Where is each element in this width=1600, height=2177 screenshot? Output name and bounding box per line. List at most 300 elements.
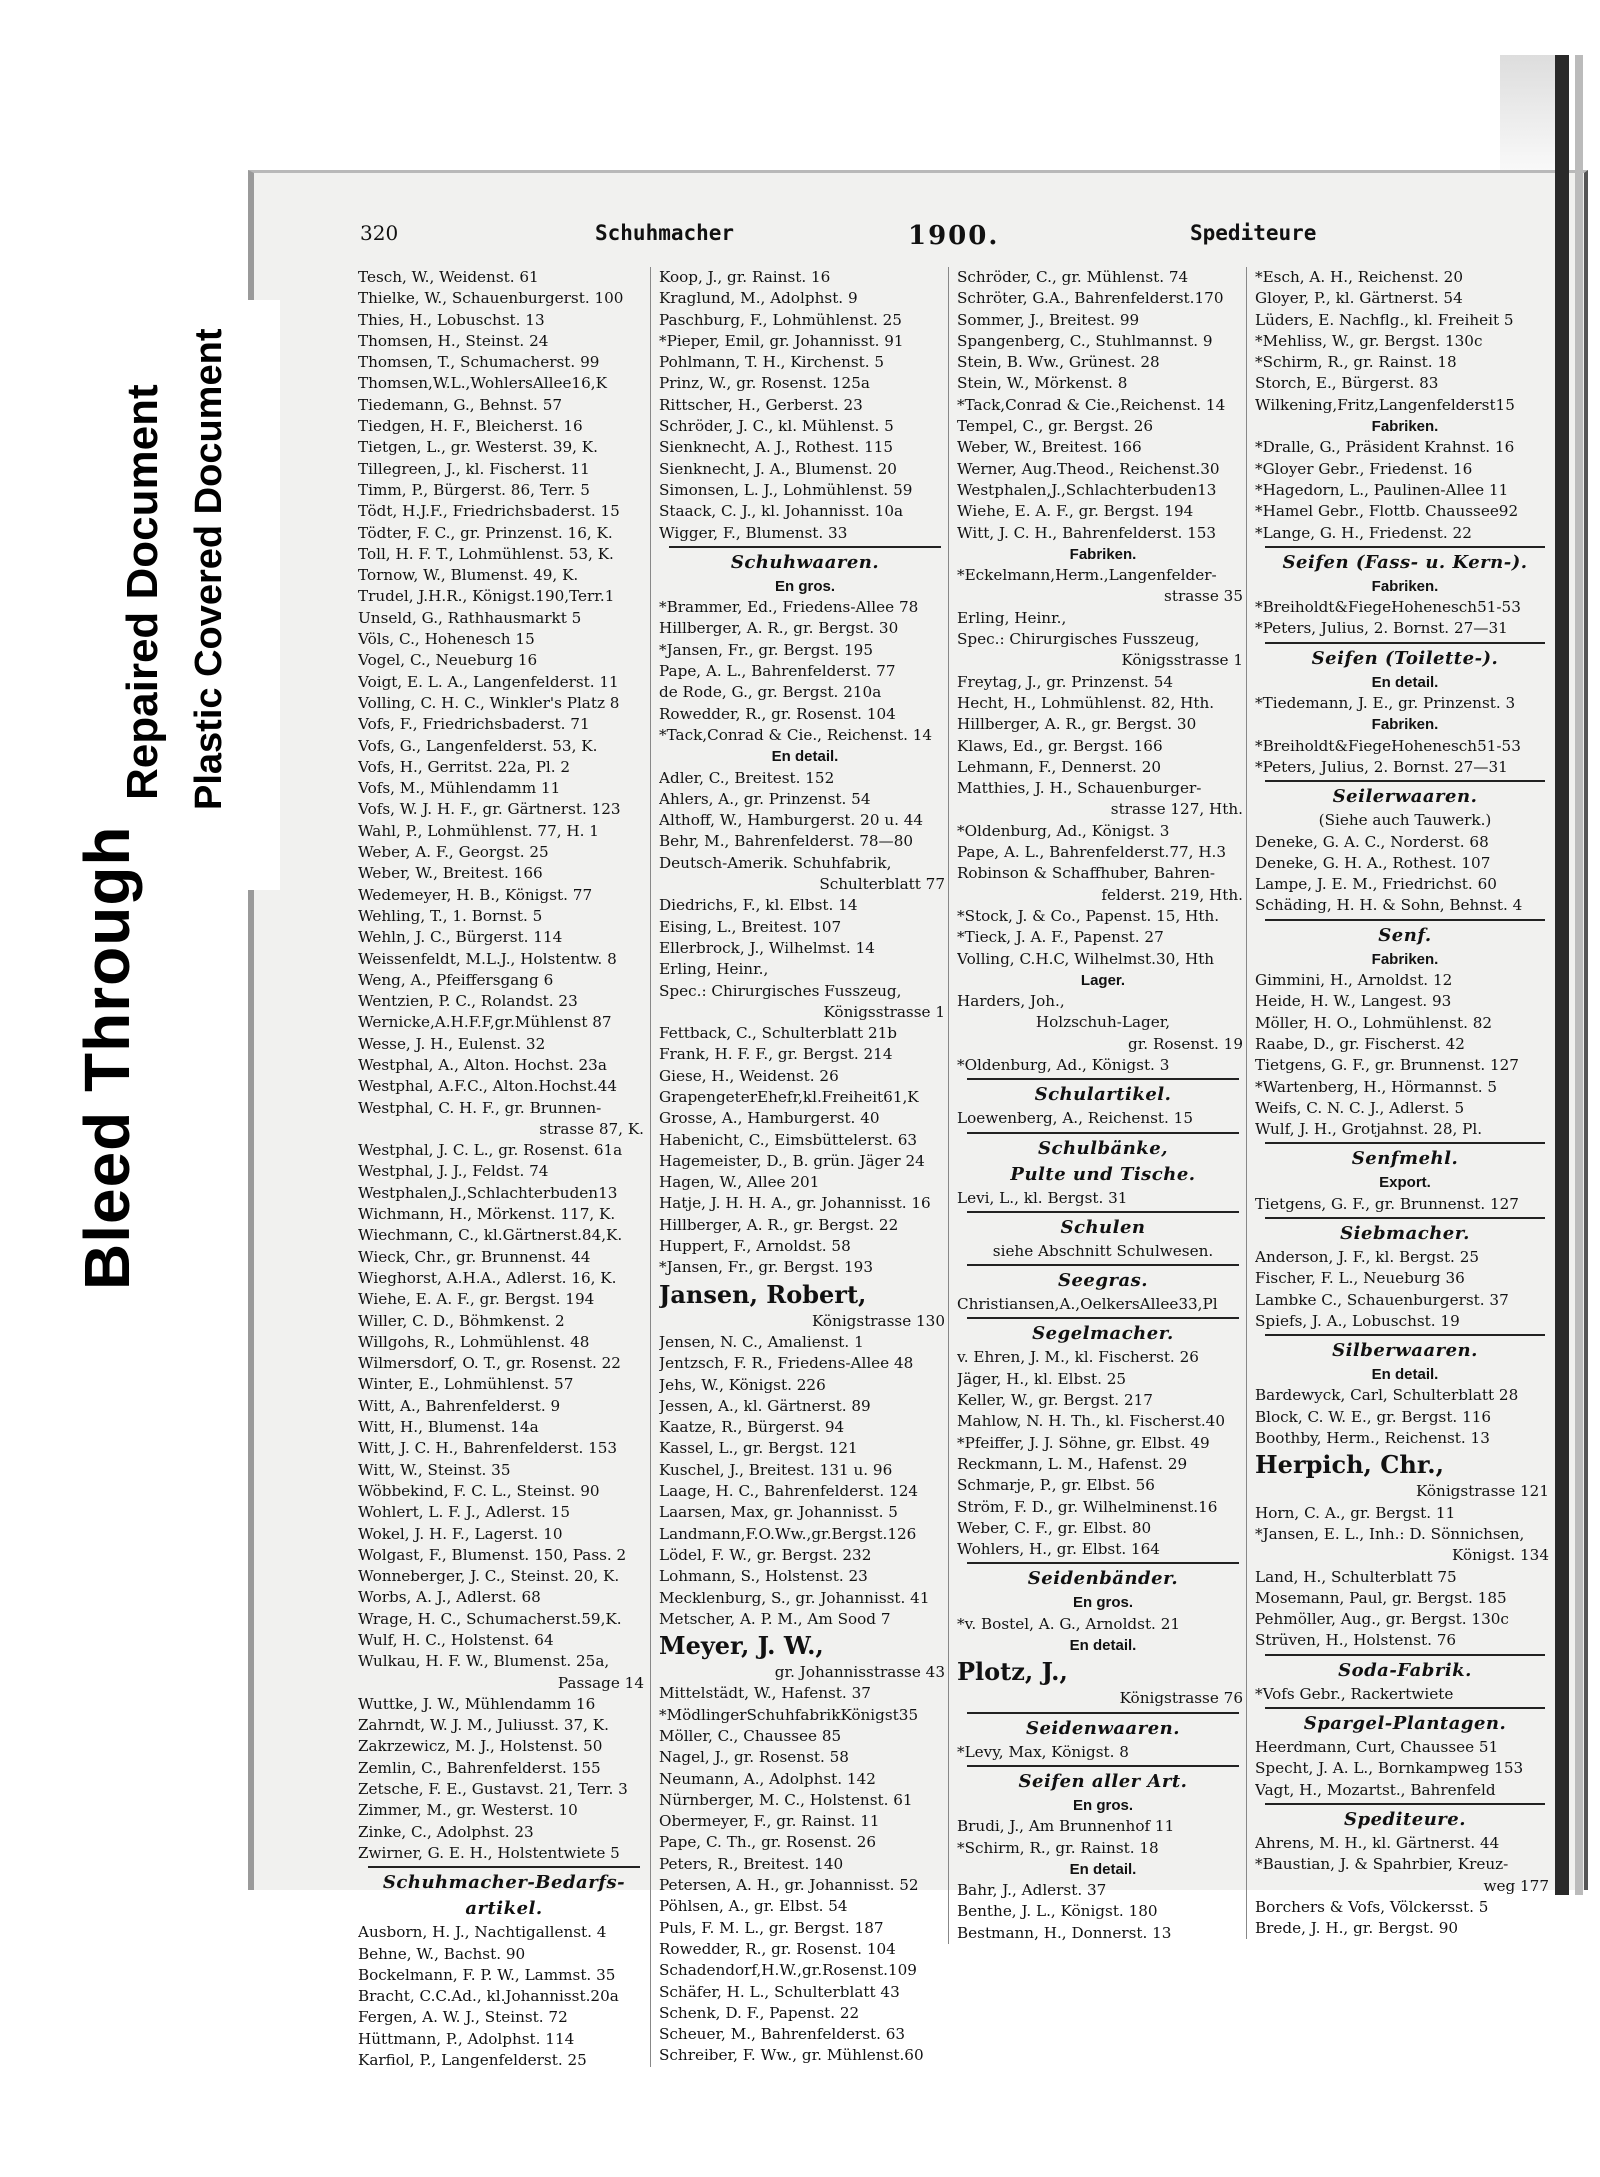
entry-continuation: strasse 35 (1164, 587, 1243, 606)
directory-entry: Kassel, L., gr. Bergst. 121 (659, 1439, 858, 1458)
directory-entry: Hecht, H., Lohmühlenst. 82, Hth. (957, 693, 1215, 712)
subsection-heading: En detail. (1069, 1637, 1137, 1655)
directory-entry: Westphal, J. C. L., gr. Rosenst. 61a (358, 1141, 623, 1160)
section-rule (1265, 642, 1545, 644)
column-2 (650, 267, 951, 2067)
directory-entry: Zemlin, C., Bahrenfelderst. 155 (358, 1758, 601, 1777)
directory-entry: Vofs, W. J. H. F., gr. Gärtnerst. 123 (358, 800, 621, 819)
directory-entry: Land, H., Schulterblatt 75 (1255, 1567, 1457, 1586)
section-heading: Siebmacher. (1340, 1222, 1470, 1244)
directory-entry: Wonneberger, J. C., Steinst. 20, K. (358, 1567, 620, 1586)
directory-entry: Wrage, H. C., Schumacherst.59,K. (358, 1609, 622, 1628)
directory-entry: Pohlmann, T. H., Kirchenst. 5 (659, 353, 885, 372)
directory-entry: Völs, C., Hohenesch 15 (358, 630, 535, 649)
directory-entry: Bockelmann, F. P. W., Lammst. 35 (358, 1965, 616, 1984)
directory-entry: Fischer, F. L., Neueburg 36 (1255, 1269, 1465, 1288)
directory-entry: Ausborn, H. J., Nachtigallenst. 4 (358, 1923, 607, 1942)
directory-entry: Wulkau, H. F. W., Blumenst. 25a, (358, 1652, 610, 1671)
section-heading: Senf. (1378, 924, 1432, 946)
directory-entry: Spangenberg, C., Stuhlmannst. 9 (957, 331, 1213, 350)
directory-entry: Wiehe, E. A. F., gr. Bergst. 194 (957, 502, 1194, 521)
directory-entry: Behr, M., Bahrenfelderst. 78—80 (659, 832, 914, 851)
directory-entry: Volling, C.H.C, Wilhelmst.30, Hth (957, 949, 1215, 968)
directory-entry: Hatje, J. H. H. A., gr. Johannisst. 16 (659, 1194, 931, 1213)
directory-entry: Althoff, W., Hamburgerst. 20 u. 44 (659, 811, 924, 830)
featured-entry: Herpich, Chr., (1255, 1450, 1444, 1480)
directory-entry: Ahlers, A., gr. Prinzenst. 54 (659, 789, 871, 808)
entry-continuation: gr. Rosenst. 19 (1128, 1034, 1243, 1053)
directory-entry: Fettback, C., Schulterblatt 21b (659, 1024, 898, 1043)
directory-entry: Möller, C., Chaussee 85 (659, 1727, 842, 1745)
entry-continuation: Königstrasse 130 (811, 1311, 945, 1330)
directory-entry: Petersen, A. H., gr. Johannisst. 52 (659, 1876, 919, 1895)
directory-entry: Tiedemann, G., Behnst. 57 (358, 395, 563, 414)
directory-entry: *Tack,Conrad & Cie., Reichenst. 14 (659, 725, 933, 744)
directory-entry: *Wartenberg, H., Hörmannst. 5 (1255, 1077, 1498, 1096)
page-header (350, 215, 1560, 255)
section-rule (1265, 1334, 1545, 1336)
directory-entry: Brudi, J., Am Brunnenhof 11 (957, 1817, 1175, 1836)
directory-entry: Schröder, J. C., kl. Mühlenst. 5 (659, 417, 894, 436)
directory-entry: Huppert, F., Arnoldst. 58 (659, 1237, 851, 1256)
directory-entry: Thielke, W., Schauenburgerst. 100 (358, 289, 624, 308)
directory-entry: Ellerbrock, J., Wilhelmst. 14 (659, 938, 875, 957)
directory-entry: Horn, C. A., gr. Bergst. 11 (1255, 1503, 1456, 1522)
directory-entry: *Pfeiffer, J. J. Söhne, gr. Elbst. 49 (957, 1433, 1210, 1452)
directory-entry: Weissenfeldt, M.L.J., Holstentw. 8 (358, 949, 617, 968)
directory-entry: Heerdmann, Curt, Chaussee 51 (1255, 1738, 1499, 1757)
directory-entry: Wesse, J. H., Eulenst. 32 (358, 1034, 546, 1053)
featured-entry: Jansen, Robert, (659, 1279, 867, 1309)
directory-entry: Rowedder, R., gr. Rosenst. 104 (659, 704, 896, 723)
directory-entry: Jehs, W., Königst. 226 (659, 1375, 826, 1394)
centered-note: siehe Abschnitt Schulwesen. (992, 1241, 1214, 1260)
directory-entry: Adler, C., Breitest. 152 (659, 768, 835, 787)
running-head-left: Schuhmacher (595, 221, 735, 245)
directory-entry: Wilmersdorf, O. T., gr. Rosenst. 22 (358, 1354, 621, 1373)
directory-entry: Brede, J. H., gr. Bergst. 90 (1255, 1919, 1459, 1938)
directory-entry: Laarsen, Max, gr. Johannisst. 5 (659, 1503, 898, 1522)
directory-entry: Wohlers, H., gr. Elbst. 164 (957, 1540, 1160, 1559)
section-heading: Seegras. (1057, 1270, 1149, 1292)
directory-entry: Behne, W., Bachst. 90 (358, 1944, 526, 1963)
section-heading: Seifen aller Art. (1018, 1770, 1188, 1792)
directory-entry: Eising, L., Breitest. 107 (659, 917, 842, 936)
entry-continuation: gr. Johannisstrasse 43 (774, 1663, 945, 1682)
directory-entry: Westphal, A.F.C., Alton.Hochst.44 (358, 1077, 618, 1096)
directory-entry: Jessen, A., kl. Gärtnerst. 89 (659, 1396, 871, 1415)
directory-page (350, 215, 1570, 2070)
directory-entry: Rittscher, H., Gerberst. 23 (659, 395, 863, 414)
directory-entry: Nagel, J., gr. Rosenst. 58 (659, 1748, 849, 1767)
directory-entry: Pöhlsen, A., gr. Elbst. 54 (659, 1897, 848, 1916)
directory-entry: Vagt, H., Mozartst., Bahrenfeld (1255, 1780, 1496, 1799)
section-heading: Seifen (Fass- u. Kern-). (1282, 551, 1528, 573)
directory-entry: Weber, A. F., Georgst. 25 (358, 843, 549, 862)
subsection-heading: En detail. (1069, 1860, 1137, 1878)
directory-entry: Weng, A., Pfeiffersgang 6 (358, 970, 554, 989)
section-heading: Schulartikel. (1034, 1084, 1172, 1106)
directory-entry: Wulf, H. C., Holstenst. 64 (358, 1631, 554, 1649)
directory-entry: *Hagedorn, L., Paulinen-Allee 11 (1255, 480, 1509, 499)
directory-entry: Wuttke, J. W., Mühlendamm 16 (358, 1694, 596, 1713)
directory-entry: Zwirner, G. E. H., Holstentwiete 5 (358, 1843, 620, 1862)
directory-entry: Erling, Heinr., (659, 960, 769, 979)
directory-entry: Gimmini, H., Arnoldst. 12 (1255, 971, 1453, 990)
directory-entry: Matthies, J. H., Schauenburger- (957, 779, 1202, 798)
entry-continuation: Schulterblatt 77 (819, 875, 945, 894)
directory-entry: Jentzsch, F. R., Friedens-Allee 48 (659, 1354, 914, 1373)
directory-entry: Lödel, F. W., gr. Bergst. 232 (659, 1545, 872, 1564)
directory-entry: Schenk, D. F., Papenst. 22 (659, 2003, 860, 2022)
directory-entry: Weber, C. F., gr. Elbst. 80 (957, 1518, 1152, 1537)
directory-entry: Mahlow, N. H. Th., kl. Fischerst.40 (957, 1412, 1225, 1431)
directory-entry: *Oldenburg, Ad., Königst. 3 (957, 1055, 1170, 1074)
directory-entry: *Tiedemann, J. E., gr. Prinzenst. 3 (1255, 694, 1516, 713)
directory-entry: *Breiholdt&FiegeHohenesch51-53 (1255, 598, 1521, 617)
subsection-heading: Fabriken. (1069, 545, 1137, 563)
directory-entry: Pape, A. L., Bahrenfelderst.77, H.3 (957, 843, 1227, 862)
plastic-covered-label: Plastic Covered Document (188, 328, 230, 810)
page-year: 1900. (908, 221, 1000, 251)
directory-entry: Tillegreen, J., kl. Fischerst. 11 (358, 459, 590, 478)
directory-entry: *Breiholdt&FiegeHohenesch51-53 (1255, 736, 1521, 755)
directory-entry: Grosse, A., Hamburgerst. 40 (659, 1109, 880, 1128)
column-4 (1246, 267, 1555, 1939)
directory-entry: Wehln, J. C., Bürgerst. 114 (358, 928, 563, 947)
directory-entry: Scheuer, M., Bahrenfelderst. 63 (659, 2025, 906, 2044)
directory-entry: Zetsche, F. E., Gustavst. 21, Terr. 3 (358, 1780, 628, 1799)
directory-entry: Weber, W., Breitest. 166 (358, 864, 543, 883)
directory-entry: Lohmann, S., Holstenst. 23 (659, 1567, 868, 1586)
directory-entry: Simonsen, L. J., Lohmühlenst. 59 (659, 480, 913, 499)
subsection-heading: Lager. (1080, 971, 1126, 989)
directory-entry: Stein, W., Mörkenst. 8 (957, 374, 1128, 393)
column-1 (358, 267, 650, 2071)
directory-entry: *Schirm, R., gr. Rainst. 18 (1255, 353, 1457, 372)
directory-entry: Frank, H. F. F., gr. Bergst. 214 (659, 1045, 893, 1064)
directory-entry: Wulf, J. H., Grotjahnst. 28, Pl. (1255, 1120, 1483, 1139)
directory-entry: Paschburg, F., Lohmühlenst. 25 (659, 310, 902, 329)
subsection-heading: En gros. (1072, 1594, 1133, 1612)
section-rule (1265, 1217, 1545, 1219)
directory-entry: Deutsch-Amerik. Schuhfabrik, (659, 853, 892, 872)
centered-note: Holzschuh-Lager, (1035, 1013, 1171, 1032)
directory-entry: *Brammer, Ed., Friedens-Allee 78 (659, 598, 919, 617)
subsection-heading: Export. (1379, 1174, 1431, 1192)
directory-entry: Wöbbekind, F. C. L., Steinst. 90 (358, 1481, 600, 1500)
directory-entry: Volling, C. H. C., Winkler's Platz 8 (358, 693, 620, 712)
directory-entry: Loewenberg, A., Reichenst. 15 (957, 1109, 1193, 1128)
section-heading: Seifen (Toilette-). (1311, 647, 1499, 669)
directory-entry: *v. Bostel, A. G., Arnoldst. 21 (957, 1614, 1181, 1633)
bleed-through-label: Bleed Through (71, 825, 143, 1290)
directory-entry: Winter, E., Lohmühlenst. 57 (358, 1375, 574, 1394)
directory-entry: Keller, W., gr. Bergst. 217 (957, 1391, 1153, 1410)
section-heading: Spediteure. (1343, 1808, 1467, 1830)
directory-entry: Ahrens, M. H., kl. Gärtnerst. 44 (1255, 1833, 1500, 1852)
directory-entry: *Jansen, E. L., Inh.: D. Sönnichsen, (1255, 1524, 1525, 1543)
directory-entry: *Esch, A. H., Reichenst. 20 (1255, 268, 1463, 286)
directory-entry: *Peters, Julius, 2. Bornst. 27—31 (1255, 757, 1508, 776)
directory-entry: Zahrndt, W. J. M., Juliusst. 37, K. (358, 1716, 609, 1735)
directory-entry: Deneke, G. H. A., Rothest. 107 (1255, 853, 1491, 872)
directory-entry: Zimmer, M., gr. Westerst. 10 (358, 1801, 578, 1820)
directory-entry: *Baustian, J. & Spahrbier, Kreuz- (1255, 1855, 1509, 1874)
directory-entry: Schröter, G.A., Bahrenfelderst.170 (957, 289, 1224, 308)
directory-entry: Wokel, J. H. F., Lagerst. 10 (358, 1524, 563, 1543)
directory-entry: Erling, Heinr., (957, 608, 1067, 627)
directory-entry: Tietgen, L., gr. Westerst. 39, K. (358, 438, 598, 457)
section-rule (967, 1078, 1239, 1080)
directory-entry: Thomsen, T., Schumacherst. 99 (358, 353, 600, 372)
directory-entry: de Rode, G., gr. Bergst. 210a (659, 683, 882, 702)
directory-entry: Witt, J. C. H., Bahrenfelderst. 153 (957, 523, 1217, 542)
section-rule (669, 546, 941, 548)
section-heading: Silberwaaren. (1332, 1340, 1478, 1362)
directory-entry: Schadendorf,H.W.,gr.Rosenst.109 (659, 1961, 917, 1980)
directory-entry: Prinz, W., gr. Rosenst. 125a (659, 374, 870, 393)
entry-continuation: Königst. 134 (1452, 1546, 1549, 1565)
subsection-heading: Fabriken. (1371, 716, 1439, 734)
directory-entry: Sommer, J., Breitest. 99 (957, 310, 1140, 329)
directory-entry: Kaatze, R., Bürgerst. 94 (659, 1418, 845, 1437)
directory-entry: *Gloyer Gebr., Friedenst. 16 (1255, 459, 1473, 478)
directory-entry: Willer, C. D., Böhmkenst. 2 (358, 1311, 565, 1330)
directory-entry: Spec.: Chirurgisches Fusszeug, (659, 981, 902, 1000)
directory-entry: *Mehliss, W., gr. Bergst. 130c (1255, 331, 1483, 350)
directory-entry: Lambke C., Schauenburgerst. 37 (1255, 1290, 1509, 1309)
directory-entry: Laage, H. C., Bahrenfelderst. 124 (659, 1482, 919, 1501)
directory-entry: Schröder, C., gr. Mühlenst. 74 (957, 268, 1189, 286)
directory-entry: Koop, J., gr. Rainst. 16 (659, 268, 831, 286)
directory-entry: Westphalen,J.,Schlachterbuden13 (358, 1183, 618, 1202)
directory-entry: Sienknecht, J. A., Blumenst. 20 (659, 459, 897, 478)
directory-entry: Hillberger, A. R., gr. Bergst. 30 (659, 619, 899, 638)
section-rule (967, 1712, 1239, 1714)
section-rule (967, 1562, 1239, 1564)
directory-entry: Christiansen,A.,OelkersAllee33,Pl (957, 1295, 1218, 1314)
directory-entry: v. Ehren, J. M., kl. Fischerst. 26 (957, 1348, 1199, 1367)
entry-continuation: weg 177 (1483, 1876, 1549, 1895)
directory-entry: *Jansen, Fr., gr. Bergst. 195 (659, 640, 873, 659)
directory-entry: Kraglund, M., Adolphst. 9 (659, 289, 858, 308)
directory-entry: Tödter, F. C., gr. Prinzenst. 16, K. (358, 523, 613, 542)
section-rule (967, 1264, 1239, 1266)
directory-entry: Harders, Joh., (957, 992, 1065, 1011)
section-rule (1265, 546, 1545, 548)
directory-entry: *Peters, Julius, 2. Bornst. 27—31 (1255, 619, 1508, 638)
directory-entry: Tödt, H.J.F., Friedrichsbaderst. 15 (358, 502, 620, 521)
directory-entry: Freytag, J., gr. Prinzenst. 54 (957, 672, 1174, 691)
page-number: 320 (360, 221, 399, 245)
section-heading: Pulte und Tische. (1010, 1163, 1196, 1185)
directory-entry: Weber, W., Breitest. 166 (957, 438, 1142, 457)
directory-entry: *Eckelmann,Herm.,Langenfelder- (957, 566, 1217, 585)
directory-entry: Spiefs, J. A., Lobuschst. 19 (1255, 1311, 1460, 1330)
directory-entry: Westphalen,J.,Schlachterbuden13 (957, 480, 1217, 499)
directory-entry: Wieghorst, A.H.A., Adlerst. 16, K. (358, 1268, 617, 1287)
directory-entry: Zinke, C., Adolphst. 23 (358, 1822, 534, 1841)
directory-entry: Vogel, C., Neueburg 16 (358, 651, 538, 670)
section-heading: Segelmacher. (1032, 1323, 1174, 1345)
section-rule (1265, 919, 1545, 921)
directory-entry: Rowedder, R., gr. Rosenst. 104 (659, 1939, 896, 1958)
directory-entry: Vofs, F., Friedrichsbaderst. 71 (358, 715, 590, 734)
directory-entry: Westphal, C. H. F., gr. Brunnen- (358, 1098, 602, 1117)
directory-entry: *Stock, J. & Co., Papenst. 15, Hth. (957, 906, 1220, 925)
directory-entry: Tiedgen, H. F., Bleicherst. 16 (358, 417, 583, 436)
entry-continuation: Königstrasse 121 (1415, 1482, 1549, 1501)
directory-entry: Deneke, G. A. C., Norderst. 68 (1255, 832, 1489, 851)
directory-entry: Gloyer, P., kl. Gärtnerst. 54 (1255, 289, 1463, 308)
directory-entry: Wigger, F., Blumenst. 33 (659, 523, 848, 542)
directory-entry: Wiehe, E. A. F., gr. Bergst. 194 (358, 1290, 595, 1309)
directory-entry: Klaws, Ed., gr. Bergst. 166 (957, 736, 1163, 755)
directory-entry: Kuschel, J., Breitest. 131 u. 96 (659, 1460, 893, 1479)
section-heading: Schuhwaaren. (730, 551, 880, 573)
directory-entry: Möller, H. O., Lohmühlenst. 82 (1255, 1013, 1493, 1032)
directory-entry: Metscher, A. P. M., Am Sood 7 (659, 1609, 891, 1628)
directory-entry: Voigt, E. L. A., Langenfelderst. 11 (358, 672, 619, 691)
directory-entry: Tornow, W., Blumenst. 49, K. (358, 566, 579, 585)
directory-entry: Schmarje, P., gr. Elbst. 56 (957, 1476, 1155, 1495)
directory-entry: Bestmann, H., Donnerst. 13 (957, 1923, 1172, 1942)
directory-entry: Lampe, J. E. M., Friedrichst. 60 (1255, 875, 1497, 894)
entry-continuation: strasse 127, Hth. (1110, 800, 1243, 819)
directory-entry: Witt, J. C. H., Bahrenfelderst. 153 (358, 1439, 618, 1458)
directory-entry: Tietgens, G. F., gr. Brunnenst. 127 (1255, 1056, 1519, 1075)
directory-entry: Landmann,F.O.Ww.,gr.Bergst.126 (659, 1524, 917, 1543)
directory-entry: Zakrzewicz, M. J., Holstenst. 50 (358, 1737, 603, 1756)
repaired-document-label: Repaired Document (118, 384, 167, 800)
directory-entry: Trudel, J.H.R., Königst.190,Terr.1 (358, 587, 615, 606)
directory-entry: Stein, B. Ww., Grünest. 28 (957, 353, 1160, 372)
directory-entry: Staack, C. J., kl. Johannisst. 10a (659, 502, 904, 521)
entry-continuation: Königsstrasse 1 (823, 1002, 945, 1021)
section-heading: Schuhmacher-Bedarfs- (382, 1872, 626, 1894)
subsection-heading: Fabriken. (1371, 418, 1439, 436)
directory-entry: Schäding, H. H. & Sohn, Behnst. 4 (1255, 896, 1523, 915)
directory-entry: Block, C. W. E., gr. Bergst. 116 (1255, 1407, 1492, 1426)
entry-continuation: Passage 14 (557, 1673, 644, 1692)
directory-entry: Tesch, W., Weidenst. 61 (358, 268, 539, 286)
directory-entry: Giese, H., Weidenst. 26 (659, 1066, 839, 1085)
directory-entry: *Schirm, R., gr. Rainst. 18 (957, 1838, 1159, 1857)
directory-entry: Wernicke,A.H.F.F,gr.Mühlenst 87 (358, 1013, 612, 1032)
directory-entry: *Pieper, Emil, gr. Johannisst. 91 (659, 331, 904, 350)
directory-entry: *Tieck, J. A. F., Papenst. 27 (957, 928, 1164, 947)
directory-entry: Worbs, A. J., Adlerst. 68 (358, 1588, 541, 1607)
directory-entry: *Jansen, Fr., gr. Bergst. 193 (659, 1258, 873, 1277)
directory-entry: Anderson, J. F., kl. Bergst. 25 (1255, 1247, 1480, 1266)
section-rule (1265, 780, 1545, 782)
directory-entry: Hillberger, A. R., gr. Bergst. 30 (957, 715, 1197, 734)
directory-entry: Karfiol, P., Langenfelderst. 25 (358, 2051, 587, 2070)
directory-entry: Jäger, H., kl. Elbst. 25 (957, 1369, 1127, 1388)
directory-entry: Thies, H., Lobuschst. 13 (358, 310, 545, 329)
directory-entry: Bahr, J., Adlerst. 37 (957, 1881, 1107, 1900)
directory-entry: Bracht, C.C.Ad., kl.Johannisst.20a (358, 1987, 619, 2006)
directory-entry: *Vofs Gebr., Rackertwiete (1255, 1684, 1454, 1703)
subsection-heading: Fabriken. (1371, 577, 1439, 595)
directory-entry: Wilkening,Fritz,Langenfelderst15 (1255, 395, 1515, 414)
directory-entry: Nürnberger, M. C., Holstenst. 61 (659, 1790, 913, 1809)
directory-entry: *Tack,Conrad & Cie.,Reichenst. 14 (957, 395, 1226, 414)
directory-entry: Witt, A., Bahrenfelderst. 9 (358, 1396, 561, 1415)
directory-entry: Fergen, A. W. J., Steinst. 72 (358, 2008, 568, 2027)
directory-entry: Vofs, M., Mühlendamm 11 (358, 779, 561, 798)
directory-entry: Habenicht, C., Eimsbüttelerst. 63 (659, 1130, 918, 1149)
directory-entry: Wentzien, P. C., Rolandst. 23 (358, 992, 578, 1011)
subsection-heading: En detail. (771, 748, 839, 766)
directory-entry: Puls, F. M. L., gr. Bergst. 187 (659, 1918, 884, 1937)
section-rule (967, 1132, 1239, 1134)
section-rule (368, 1866, 640, 1868)
entry-continuation: Königstrasse 76 (1119, 1689, 1243, 1708)
section-heading: Senfmehl. (1351, 1148, 1459, 1170)
directory-entry: Wahl, P., Lohmühlenst. 77, H. 1 (358, 821, 599, 840)
directory-entry: Westphal, J. J., Feldst. 74 (358, 1162, 549, 1181)
entry-continuation: Königsstrasse 1 (1121, 651, 1243, 670)
section-rule (1265, 1142, 1545, 1144)
directory-entry: Wiechmann, C., kl.Gärtnerst.84,K. (358, 1226, 623, 1245)
section-heading: Spargel-Plantagen. (1303, 1713, 1507, 1735)
directory-entry: Borchers & Vofs, Völckersst. 5 (1255, 1897, 1489, 1916)
directory-entry: Bardewyck, Carl, Schulterblatt 28 (1255, 1386, 1519, 1405)
directory-entry: Pape, C. Th., gr. Rosenst. 26 (659, 1833, 877, 1852)
directory-entry: Tempel, C., gr. Bergst. 26 (957, 417, 1154, 436)
directory-entry: Thomsen,W.L.,WohlersAllee16,K (358, 374, 607, 393)
directory-entry: Mosemann, Paul, gr. Bergst. 185 (1255, 1588, 1507, 1607)
directory-entry: Spec.: Chirurgisches Fusszeug, (957, 630, 1200, 649)
subsection-heading: Fabriken. (1371, 950, 1439, 968)
section-heading: Schulen (1060, 1216, 1146, 1238)
directory-entry: Wohlert, L. F. J., Adlerst. 15 (358, 1503, 570, 1522)
directory-entry: Unseld, G., Rathhausmarkt 5 (358, 608, 582, 627)
directory-entry: Willgohs, R., Lohmühlenst. 48 (358, 1332, 590, 1351)
section-rule (1265, 1707, 1545, 1709)
running-head-right: Spediteure (1190, 221, 1317, 245)
section-heading: Seidenbänder. (1027, 1568, 1179, 1590)
centered-note: (Siehe auch Tauwerk.) (1318, 811, 1492, 830)
directory-entry: *Levy, Max, Königst. 8 (957, 1742, 1129, 1761)
directory-entry: Werner, Aug.Theod., Reichenst.30 (957, 459, 1220, 478)
directory-entry: Wehling, T., 1. Bornst. 5 (358, 906, 543, 925)
directory-entry: Boothby, Herm., Reichenst. 13 (1255, 1429, 1490, 1448)
directory-entry: Reckmann, L. M., Hafenst. 29 (957, 1454, 1188, 1473)
directory-entry: Heide, H. W., Langest. 93 (1255, 992, 1452, 1011)
subsection-heading: En gros. (774, 577, 835, 595)
section-rule (967, 1317, 1239, 1319)
subsection-heading: En detail. (1371, 673, 1439, 691)
directory-entry: *MödlingerSchuhfabrikKönigst35 (659, 1705, 919, 1724)
directory-entry: *Hamel Gebr., Flottb. Chaussee92 (1255, 502, 1519, 521)
directory-entry: Neumann, A., Adolphst. 142 (659, 1769, 876, 1788)
directory-entry: Wolgast, F., Blumenst. 150, Pass. 2 (358, 1545, 627, 1564)
directory-entry: Storch, E., Bürgerst. 83 (1255, 374, 1439, 393)
directory-entry: GrapengeterEhefr,kl.Freiheit61,K (659, 1087, 919, 1106)
directory-entry: Jensen, N. C., Amalienst. 1 (659, 1332, 864, 1351)
directory-entry: Witt, W., Steinst. 35 (358, 1460, 511, 1479)
section-heading: Seidenwaaren. (1025, 1717, 1181, 1739)
directory-entry: Westphal, A., Alton. Hochst. 23a (358, 1055, 607, 1074)
section-rule (1265, 1803, 1545, 1805)
directory-entry: Wedemeyer, H. B., Königst. 77 (358, 885, 593, 904)
section-heading: Soda-Fabrik. (1338, 1659, 1472, 1681)
section-heading: Seilerwaaren. (1332, 786, 1478, 808)
directory-entry: Schäfer, H. L., Schulterblatt 43 (659, 1982, 900, 2001)
